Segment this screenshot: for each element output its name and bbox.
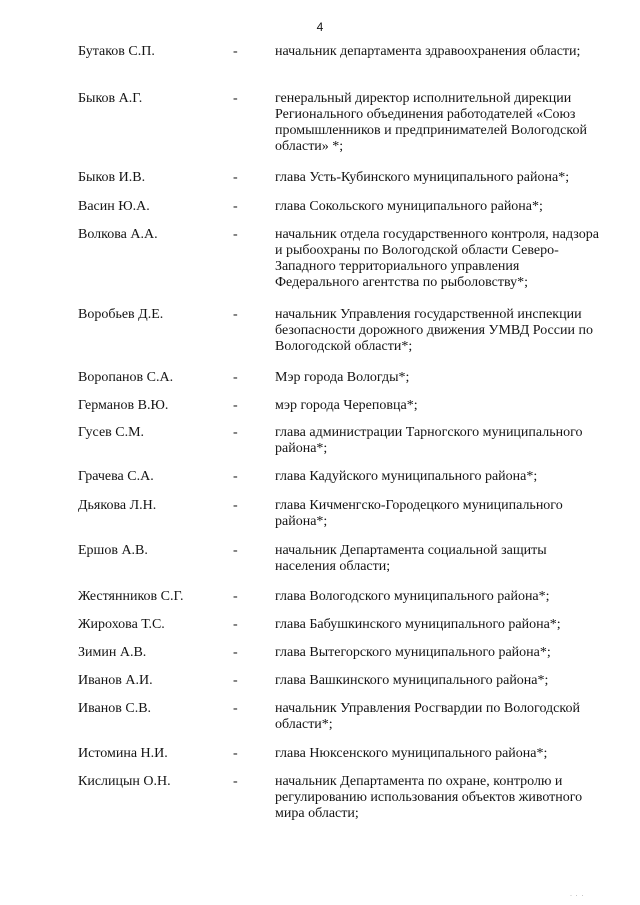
member-name: Германов В.Ю. (78, 398, 169, 413)
member-name: Ершов А.В. (78, 543, 148, 558)
member-role: глава администрации Тарногского муниципального района*; (275, 425, 583, 456)
separator-dash: - (233, 91, 238, 106)
member-role: мэр города Череповца*; (275, 398, 418, 413)
member-role: глава Сокольского муниципального района*; (275, 199, 543, 214)
separator-dash: - (233, 227, 238, 242)
member-role: начальник Департамента по охране, контролю и регулированию использования объектов животного мира области; (275, 774, 583, 821)
separator-dash: - (233, 589, 238, 604)
member-name: Иванов С.В. (78, 701, 152, 716)
separator-dash: - (233, 498, 238, 513)
scan-mark: · · · (570, 893, 585, 899)
member-name: Быков И.В. (78, 170, 146, 185)
member-role: Мэр города Вологды*; (275, 370, 410, 385)
member-role: начальник Управления Росгвардии по Вологодской области*; (275, 701, 580, 732)
separator-dash: - (233, 425, 238, 440)
member-name: Жирохова Т.С. (78, 617, 165, 632)
separator-dash: - (233, 307, 238, 322)
separator-dash: - (233, 199, 238, 214)
member-name: Волкова А.А. (78, 227, 158, 242)
member-role: глава Бабушкинского муниципального района*; (275, 617, 561, 632)
separator-dash: - (233, 370, 238, 385)
member-role: глава Нюксенского муниципального района*; (275, 746, 548, 761)
member-role: начальник отдела государственного контроля, надзора и рыбоохраны по Вологодской области Северо-Западного территориального управления Федерального агентства по рыболовству*; (275, 227, 599, 290)
separator-dash: - (233, 774, 238, 789)
member-role: глава Кичменгско-Городецкого муниципального района*; (275, 498, 563, 529)
member-role: глава Вытегорского муниципального района*; (275, 645, 551, 660)
separator-dash: - (233, 746, 238, 761)
member-name: Жестянников С.Г. (78, 589, 184, 604)
separator-dash: - (233, 469, 238, 484)
member-name: Иванов А.И. (78, 673, 153, 688)
member-name: Грачева С.А. (78, 469, 154, 484)
member-role: глава Вашкинского муниципального района*; (275, 673, 549, 688)
separator-dash: - (233, 673, 238, 688)
member-name: Истомина Н.И. (78, 746, 168, 761)
member-role: начальник Департамента социальной защиты населения области; (275, 543, 547, 574)
separator-dash: - (233, 701, 238, 716)
member-name: Васин Ю.А. (78, 199, 150, 214)
member-name: Гусев С.М. (78, 425, 145, 440)
separator-dash: - (233, 543, 238, 558)
member-role: глава Усть-Кубинского муниципального района*; (275, 170, 570, 185)
member-name: Воробьев Д.Е. (78, 307, 164, 322)
member-role: генеральный директор исполнительной дирекции Регионального объединения работодателей «Союз промышленников и предпринимателей Вологодской области» *; (275, 91, 587, 154)
member-role: глава Вологодского муниципального района*; (275, 589, 550, 604)
separator-dash: - (233, 645, 238, 660)
member-name: Дьякова Л.Н. (78, 498, 157, 513)
member-name: Бутаков С.П. (78, 44, 155, 59)
member-role: начальник Управления государственной инспекции безопасности дорожного движения УМВД России по Вологодской области*; (275, 307, 593, 354)
member-name: Зимин А.В. (78, 645, 147, 660)
member-name: Быков А.Г. (78, 91, 143, 106)
member-role: начальник департамента здравоохранения области; (275, 44, 581, 59)
separator-dash: - (233, 617, 238, 632)
separator-dash: - (233, 44, 238, 59)
separator-dash: - (233, 170, 238, 185)
member-name: Кислицын О.Н. (78, 774, 171, 789)
page-number: 4 (316, 20, 324, 34)
member-role: глава Кадуйского муниципального района*; (275, 469, 538, 484)
separator-dash: - (233, 398, 238, 413)
member-name: Воропанов С.А. (78, 370, 174, 385)
